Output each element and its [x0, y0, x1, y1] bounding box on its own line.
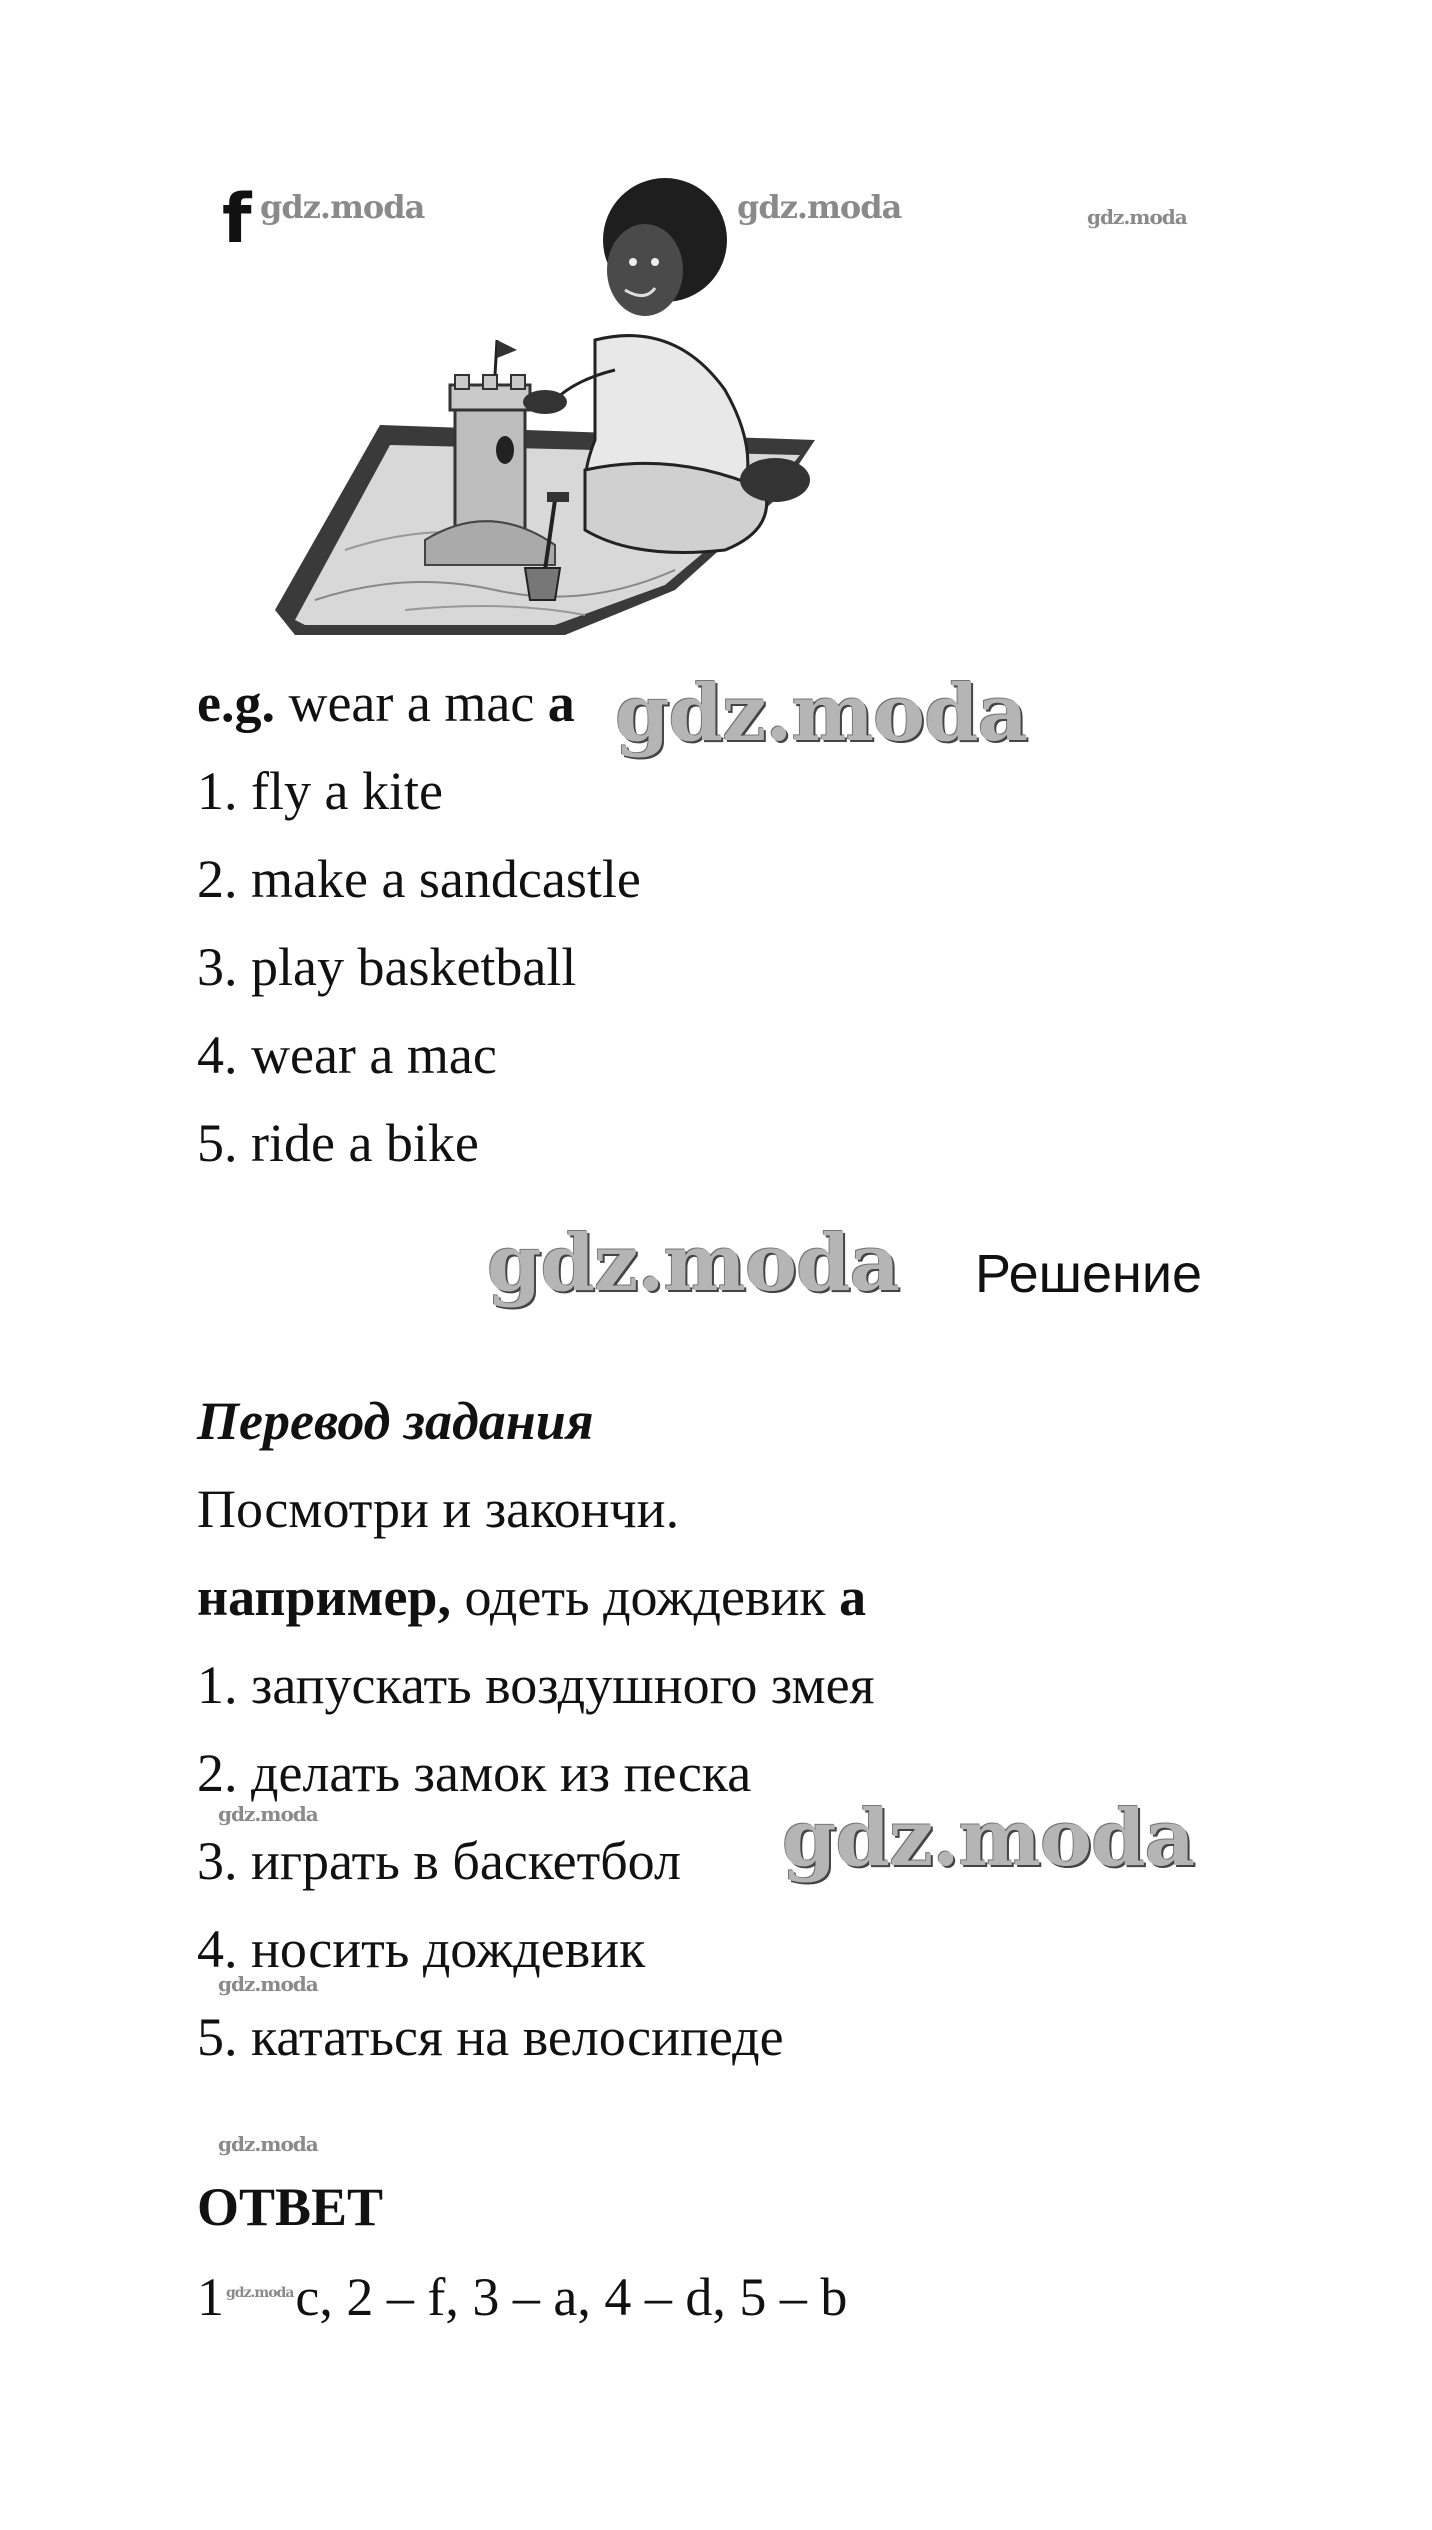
- girl-sandcastle-illustration: [255, 170, 835, 640]
- list-item: 4. wear a mac: [197, 1025, 497, 1085]
- answer-line: [197, 2266, 847, 2328]
- watermark: gdz.moda: [782, 1793, 1195, 1884]
- watermark: gdz.moda: [487, 1218, 900, 1309]
- list-item: 5. ride a bike: [197, 1113, 479, 1173]
- list-item: 1. fly a kite: [197, 761, 443, 821]
- example-label: e.g.: [197, 673, 275, 733]
- watermark: gdz.moda: [1087, 205, 1187, 229]
- translation-item: 2. делать замок из песка: [197, 1743, 752, 1803]
- panel-letter: f: [222, 180, 252, 259]
- translation-item: 1. запускать воздушного змея: [197, 1655, 875, 1715]
- solution-label: Решение: [975, 1244, 1203, 1304]
- translation-example-line: [197, 1566, 866, 1628]
- example-line: [197, 672, 575, 734]
- watermark: gdz.moda: [260, 188, 425, 226]
- translation-instruction: Посмотри и закончи.: [197, 1479, 680, 1539]
- watermark: gdz.moda: [218, 1972, 318, 1996]
- example-answer: a: [547, 673, 575, 733]
- answer-first: 1: [197, 2267, 224, 2327]
- translation-item: 3. играть в баскетбол: [197, 1831, 681, 1891]
- watermark: gdz.moda: [615, 668, 1028, 759]
- translation-item: 5. кататься на велосипеде: [197, 2007, 784, 2067]
- answer-rest: c, 2 – f, 3 – a, 4 – d, 5 – b: [295, 2267, 848, 2327]
- answer-heading: ОТВЕТ: [197, 2177, 384, 2237]
- translation-heading: Перевод задания: [197, 1391, 594, 1451]
- watermark: gdz.moda: [737, 188, 902, 226]
- translation-example-text: одеть дождевик: [450, 1567, 840, 1627]
- translation-item: 4. носить дождевик: [197, 1919, 646, 1979]
- example-text: wear a mac: [274, 673, 548, 733]
- translation-example-label: например,: [197, 1567, 451, 1627]
- list-item: 3. play basketball: [197, 937, 577, 997]
- watermark: gdz.moda: [226, 2285, 294, 2301]
- translation-example-answer: а: [839, 1567, 867, 1627]
- list-item: 2. make a sandcastle: [197, 849, 641, 909]
- watermark: gdz.moda: [218, 1802, 318, 1826]
- watermark: gdz.moda: [218, 2132, 318, 2156]
